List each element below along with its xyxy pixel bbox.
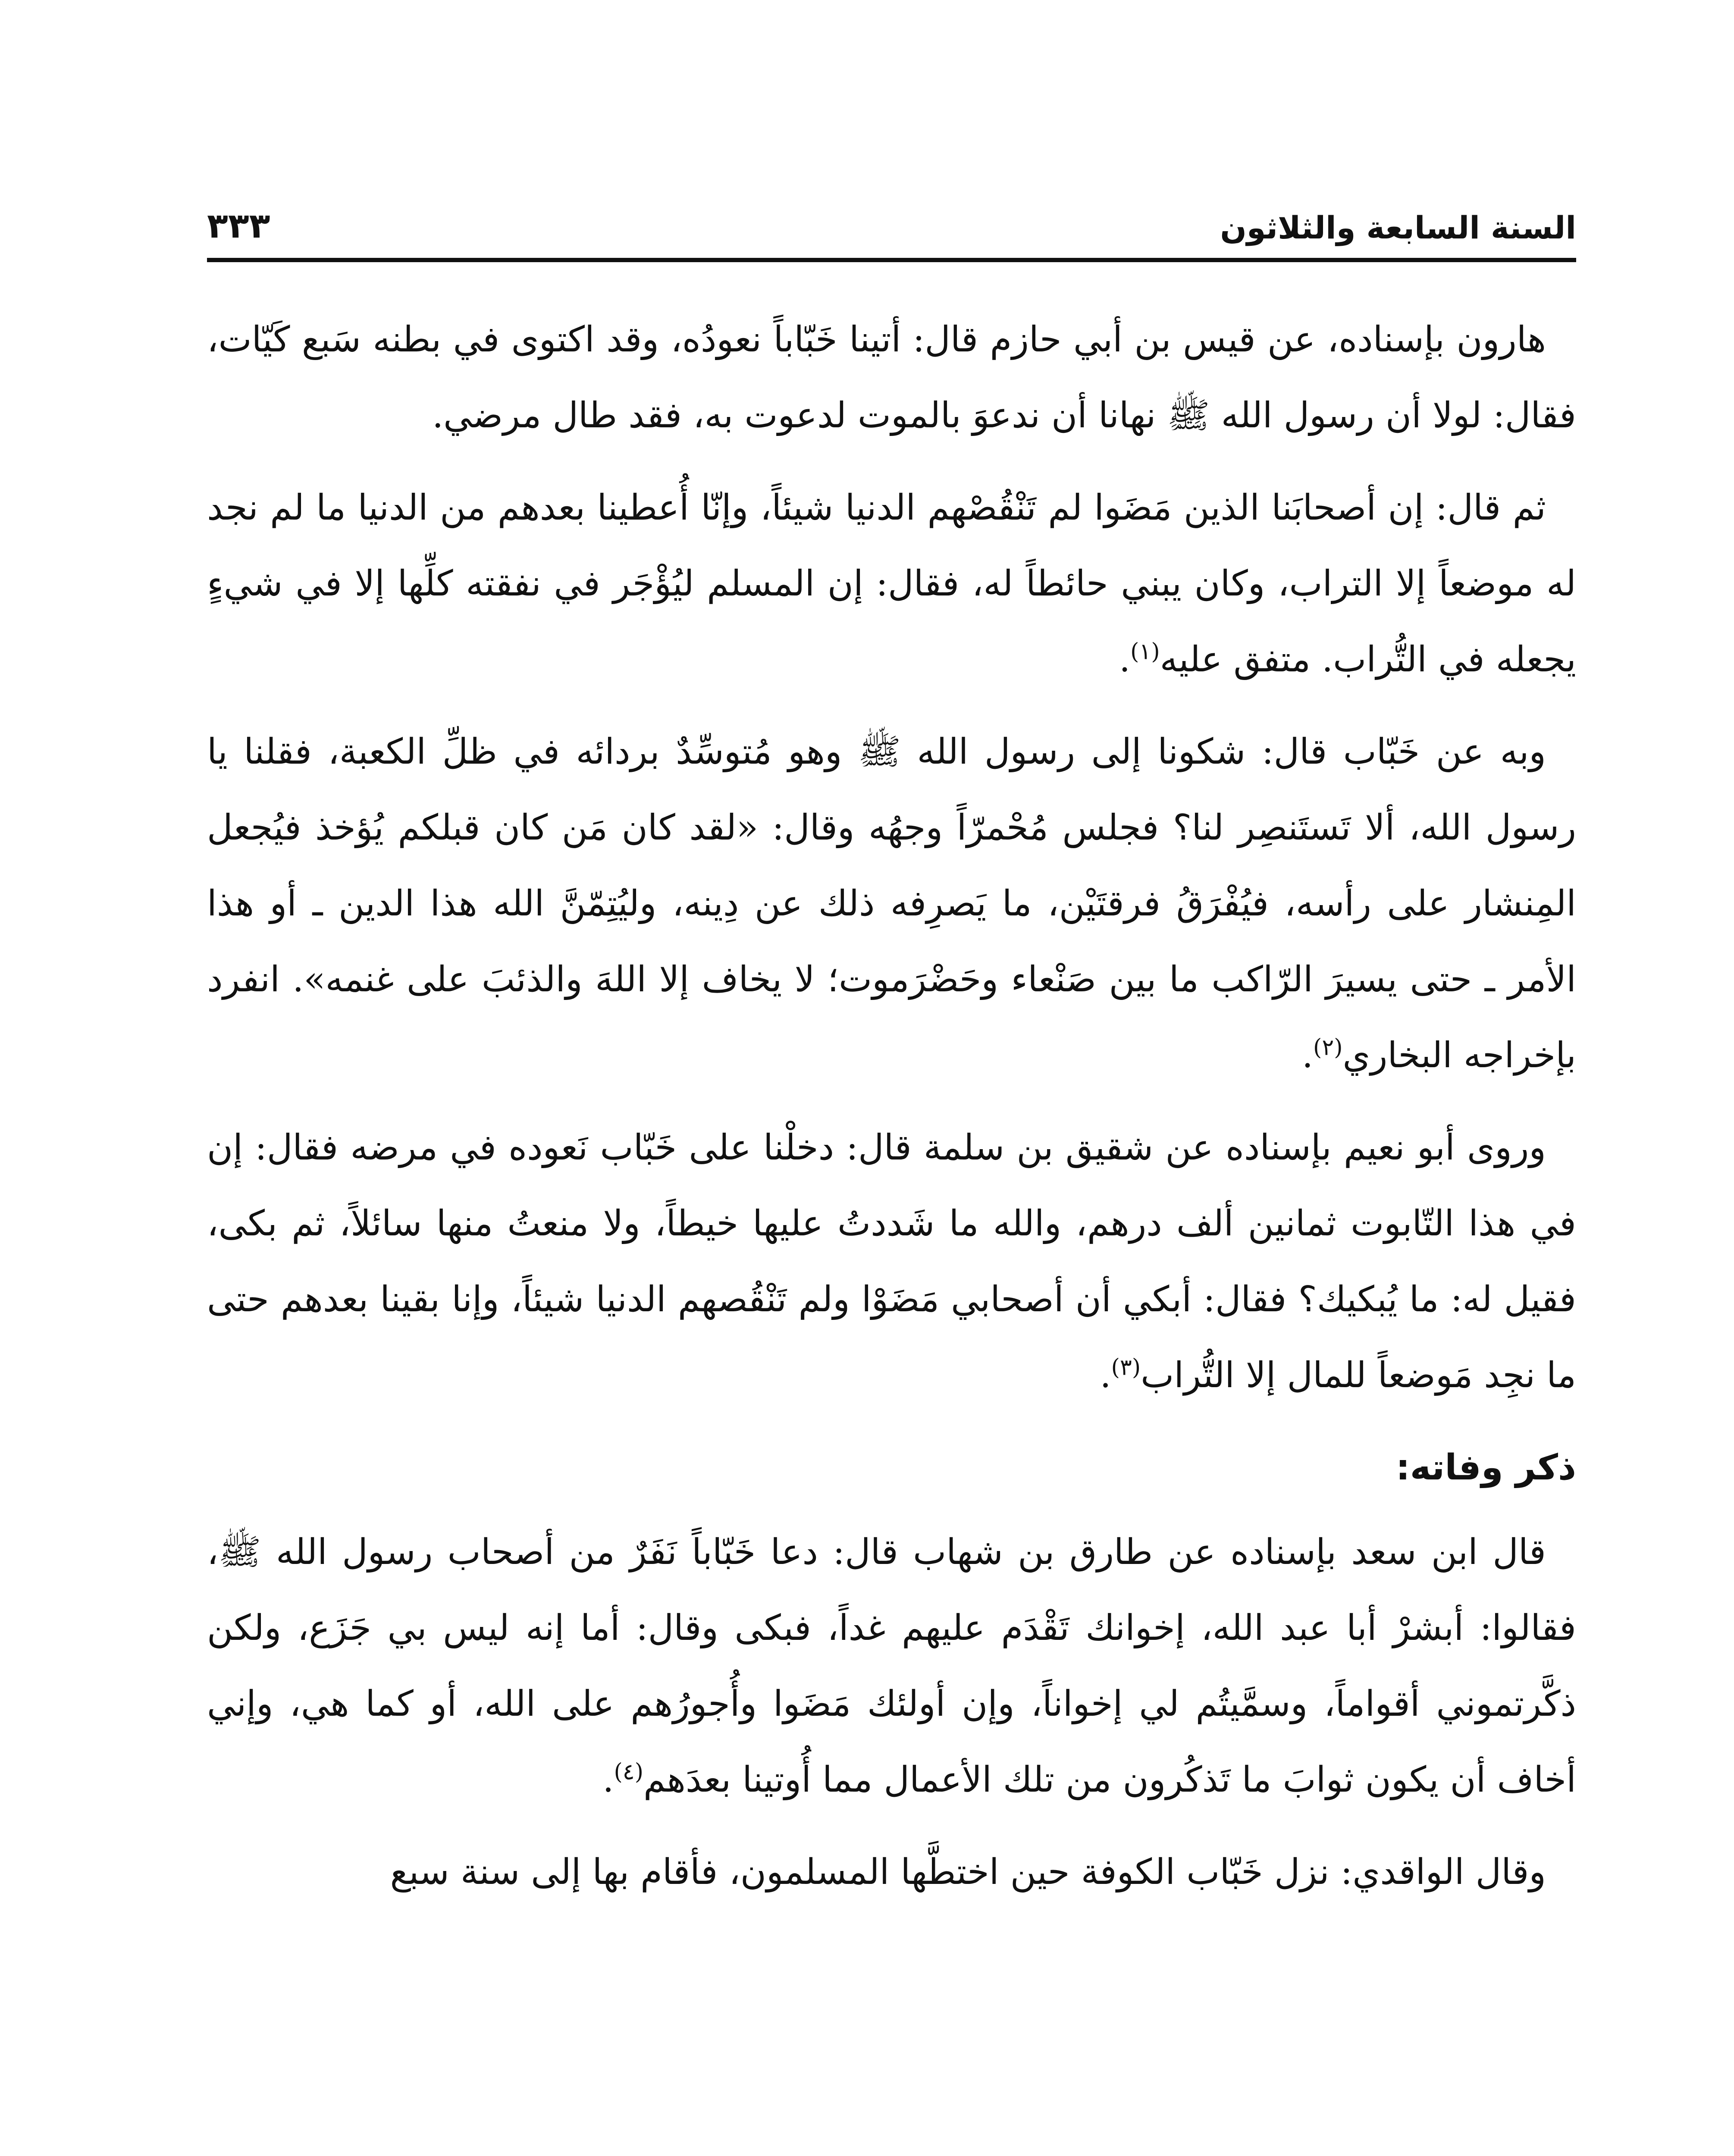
paragraph-4-text: وروى أبو نعيم بإسناده عن شقيق بن سلمة قال: دخلْنا على خَبّاب نَعوده في مرضه فقال: إن في هذا التّابوت ثمانين ألف درهم، والله ما شَددتُ عليها خيطاً، ولا منعتُ منها سائلاً، ثم بكى، فقيل له: ما يُبكيك؟ فقال: أبكي أن أصحابي مَضَوْا ولم تَنْقُصهم الدنيا شيئاً، وإنا بقينا بعدهم حتى ما نجِد مَوضعاً للمال إلا التُّراب [207, 1127, 1576, 1396]
paragraph-1 [207, 302, 1576, 454]
paragraph-2-text: ثم قال: إن أصحابَنا الذين مَضَوا لم تَنْقُصْهم الدنيا شيئاً، وإنّا أُعطينا بعدهم من الدنيا ما لم نجد له موضعاً إلا التراب، وكان يبني حائطاً له، فقال: إن المسلم ليُؤْجَر في نفقته كلِّها إلا في شيءٍ يجعله في التُّراب. متفق عليه [207, 487, 1576, 680]
header-divider [207, 258, 1576, 262]
paragraph-4 [207, 1110, 1576, 1413]
paragraph-6-text: وقال الواقدي: نزل خَبّاب الكوفة حين اختطَّها المسلمون، فأقام بها إلى سنة سبع [390, 1852, 1546, 1893]
paragraph-2-end: . [1119, 639, 1131, 680]
paragraph-3 [207, 714, 1576, 1094]
paragraph-6 [207, 1834, 1576, 1910]
paragraph-2 [207, 470, 1576, 698]
paragraph-5-end: . [602, 1759, 614, 1800]
page-number: ٣٣٣ [207, 206, 270, 246]
paragraph-5-text: قال ابن سعد بإسناده عن طارق بن شهاب قال: دعا خَبّاباً نَفَرٌ من أصحاب رسول الله ﷺ، فقالوا: أبشرْ أبا عبد الله، إخوانك تَقْدَم عليهم غداً، فبكى وقال: أما إنه ليس بي جَزَع، ولكن ذكَّرتموني أقواماً، وسمَّيتُم لي إخواناً، وإن أولئك مَضَوا وأُجورُهم على الله، أو كما هي، وإني أخاف أن يكون ثوابَ ما تَذكُرون من تلك الأعمال مما أُوتينا بعدَهم [207, 1532, 1576, 1800]
footnote-ref-4[interactable]: (٤) [614, 1759, 643, 1785]
paragraph-1-text: هارون بإسناده، عن قيس بن أبي حازم قال: أتينا خَبّاباً نعودُه، وقد اكتوى في بطنه سَبع كَيّات، فقال: لولا أن رسول الله ﷺ نهانا أن ندعوَ بالموت لدعوت به، فقد طال مرضي. [207, 319, 1576, 436]
page-header [207, 177, 1576, 259]
paragraph-5 [207, 1514, 1576, 1818]
paragraph-4-end: . [1100, 1355, 1111, 1396]
section-heading: ذكر وفاته: [1395, 1447, 1576, 1488]
footnote-ref-2[interactable]: (٢) [1313, 1034, 1343, 1061]
paragraph-3-text: وبه عن خَبّاب قال: شكونا إلى رسول الله ﷺ وهو مُتوسِّدٌ بردائه في ظلِّ الكعبة، فقلنا يا رسول الله، ألا تَستَنصِر لنا؟ فجلس مُحْمرّاً وجهُه وقال: «لقد كان مَن كان قبلكم يُؤخذ فيُجعل المِنشار على رأسه، فيُفْرَقُ فرقتَيْن، ما يَصرِفه ذلك عن دِينه، وليُتِمّنَّ الله هذا الدين ـ أو هذا الأمر ـ حتى يسيرَ الرّاكب ما بين صَنْعاء وحَضْرَموت؛ لا يخاف إلا اللهَ والذئبَ على غنمه». انفرد بإخراجه البخاري [207, 731, 1576, 1076]
footnote-ref-1[interactable]: (١) [1130, 639, 1160, 665]
paragraph-3-end: . [1301, 1035, 1314, 1076]
running-title: السنة السابعة والثلاثون [1220, 210, 1576, 246]
footnote-ref-3[interactable]: (٣) [1111, 1354, 1141, 1381]
main-text [207, 302, 1576, 1927]
